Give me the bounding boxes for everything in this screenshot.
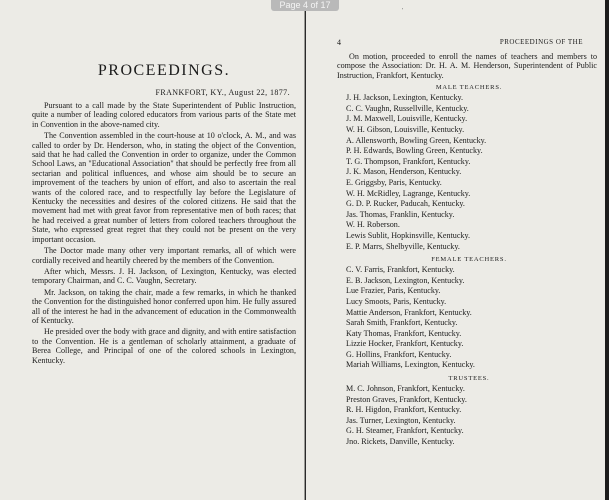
- section-title-trustees: TRUSTEES.: [448, 375, 490, 383]
- running-head: PROCEEDINGS OF THE: [499, 38, 583, 46]
- dateline: FRANKFORT, KY., August 22, 1877.: [155, 88, 290, 97]
- trustees-list: [337, 384, 601, 448]
- list-item: Mattie Anderson, Frankfort, Kentucky.: [346, 307, 472, 317]
- list-item: Lucy Smoots, Paris, Kentucky.: [346, 296, 447, 306]
- list-item: J. H. Jackson, Lexington, Kentucky.: [346, 93, 464, 103]
- list-item: E. B. Jackson, Lexington, Kentucky.: [346, 275, 465, 285]
- list-item: Jno. Rickets, Danville, Kentucky.: [346, 437, 455, 447]
- list-item: Jas. Turner, Lexington, Kentucky.: [346, 415, 456, 425]
- list-item: E. P. Marrs, Shelbyville, Kentucky.: [346, 241, 460, 251]
- list-item: C. V. Farris, Frankfort, Kentucky.: [346, 265, 455, 275]
- list-item: J. M. Maxwell, Louisville, Kentucky.: [346, 114, 468, 124]
- page-indicator: Page 4 of 17: [271, 0, 339, 11]
- paragraph: The Doctor made many other very important remarks, all of which were cordially received and heartily cheered by the members of the Convention.: [32, 246, 296, 265]
- list-item: Lue Frazier, Paris, Kentucky.: [346, 286, 441, 296]
- list-item: P. H. Edwards, Bowling Green, Kentucky.: [346, 146, 483, 156]
- female-teachers-list: [337, 265, 601, 371]
- list-item: E. Griggsby, Paris, Kentucky.: [346, 177, 442, 187]
- list-item: Preston Graves, Frankfort, Kentucky.: [346, 394, 467, 404]
- list-item: C. C. Vaughn, Russellville, Kentucky.: [346, 103, 469, 113]
- running-header: [337, 38, 583, 47]
- viewer-edge: [605, 0, 609, 500]
- paragraph: He presided over the body with grace and dignity, and with entire satisfaction to the Convention. He is a gentleman of scholarly attainment, a graduate of Berea College, and Principal of one of the colored schools in Lexington, Kentucky.: [32, 327, 296, 365]
- list-item: Lewis Sublit, Hopkinsville, Kentucky.: [346, 230, 471, 240]
- paragraph: After which, Messrs. J. H. Jackson, of Lexington, Kentucky, was elected temporary Chairman, and C. C. Vaughn, Secretary.: [32, 266, 296, 286]
- intro-paragraph: On motion, proceeded to enroll the names of teachers and members to compose the Association: Dr. H. A. M. Henderson, Superintendent of Public Instruction, Frankfort, Kentucky.: [337, 52, 597, 80]
- list-item: G. H. Steamer, Frankfort, Kentucky.: [346, 426, 464, 436]
- list-item: G. D. P. Rucker, Paducah, Kentucky.: [346, 199, 465, 209]
- list-item: R. H. Higdon, Frankfort, Kentucky.: [346, 405, 462, 415]
- paragraph: The Convention assembled in the court-house at 10 o'clock, A. M., and was called to order by Dr. Henderson, who, in stating the object of the Convention, said that he had called the Convention in order to organize, under the Common School Laws, an "Educational Association" that should be perfectly free from all sectarian and political influences, and whose aim should be to secure an improvement of the teachers by union of effort, and also to ascertain the real wants of the colored race, and to respectfully lay before the Legislature of Kentucky the necessities and desires of the colored citizens. He said that the movement had met with great favor from representative men of both races; that he had received a great number of letters from colored teachers throughout the State, who expressed great regret that they could not be present on the very important occasion.: [32, 131, 296, 244]
- section-title-male-teachers: MALE TEACHERS.: [435, 84, 503, 92]
- right-page: [306, 0, 605, 500]
- margin-mark: ': [402, 8, 404, 14]
- page-heading: PROCEEDINGS.: [97, 62, 231, 79]
- paragraph: Mr. Jackson, on taking the chair, made a few remarks, in which he thanked the Convention for the distinguished honor conferred upon him. He fully assured all of the interest he had in the advancement of education in the Commonwealth of Kentucky.: [32, 287, 296, 325]
- list-item: W. H. Gibson, Louisville, Kentucky.: [346, 125, 465, 134]
- paragraph: Pursuant to a call made by the State Superintendent of Public Instruction, quite a number of leading colored educators from various parts of the State met in Convention in the above-named city.: [32, 101, 296, 129]
- list-item: Jas. Thomas, Franklin, Kentucky.: [346, 209, 455, 219]
- page-number: 4: [337, 38, 342, 47]
- list-item: W. H. McRidley, Lagrange, Kentucky.: [346, 188, 471, 198]
- list-item: Lizzie Hocker, Frankfort, Kentucky.: [346, 339, 464, 349]
- list-item: W. H. Roberson.: [346, 220, 400, 230]
- list-item: J. K. Mason, Henderson, Kentucky.: [346, 167, 462, 177]
- list-item: T. G. Thompson, Frankfort, Kentucky.: [346, 156, 471, 166]
- list-item: M. C. Johnson, Frankfort, Kentucky.: [346, 384, 465, 394]
- list-item: Sarah Smith, Frankfort, Kentucky.: [346, 318, 458, 328]
- list-item: Katy Thomas, Frankfort, Kentucky.: [346, 328, 462, 338]
- section-title-female-teachers: FEMALE TEACHERS.: [431, 256, 507, 264]
- list-item: G. Hollins, Frankfort, Kentucky.: [346, 349, 452, 359]
- list-item: Mariah Williams, Lexington, Kentucky.: [346, 360, 475, 370]
- male-teachers-list: [337, 93, 601, 252]
- list-item: A. Allensworth, Bowling Green, Kentucky.: [346, 135, 487, 145]
